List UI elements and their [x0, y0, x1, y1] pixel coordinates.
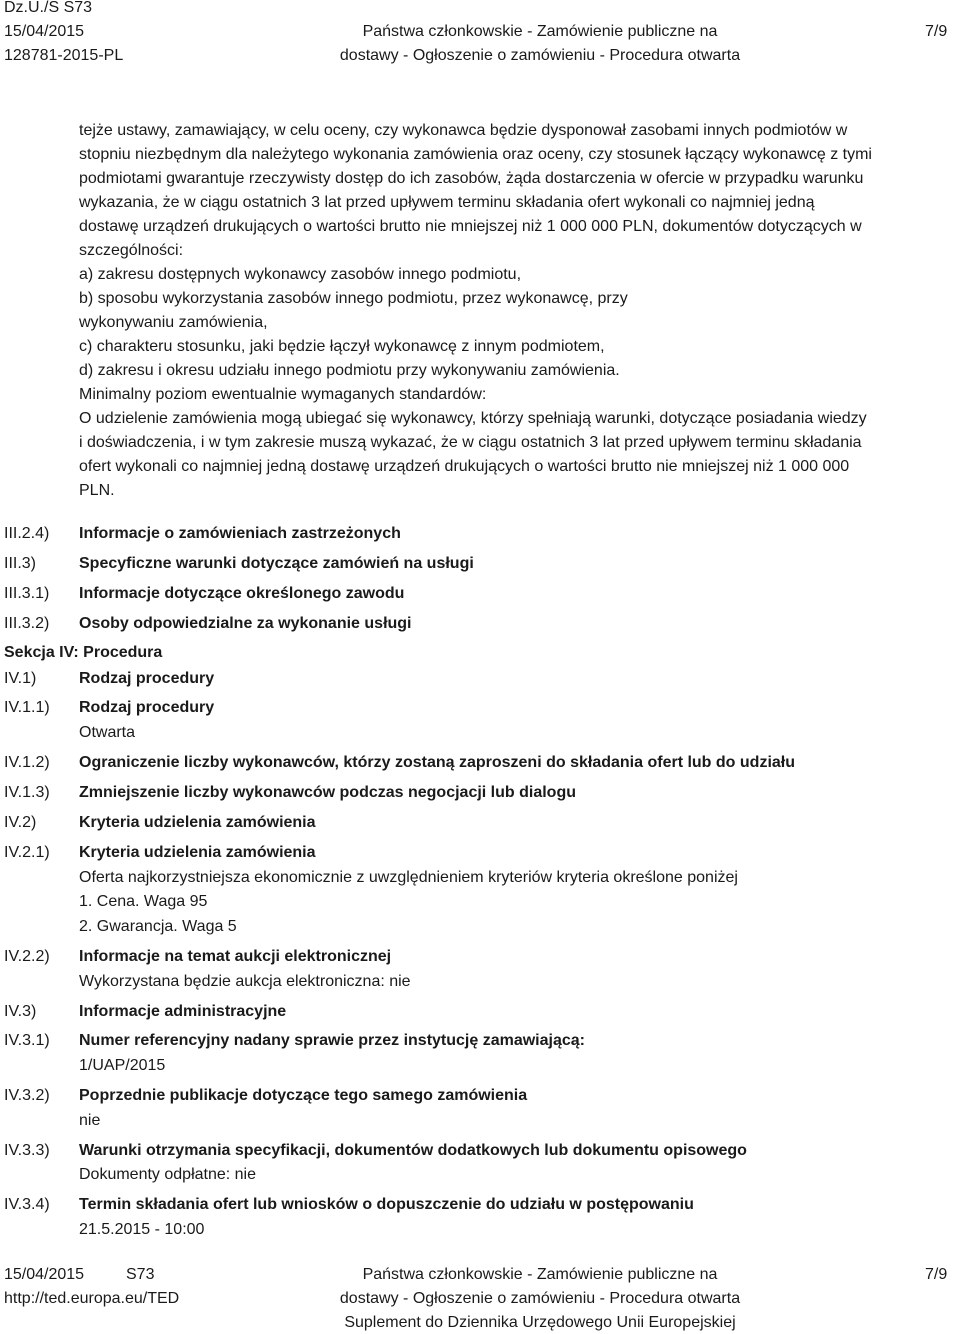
section-title: Informacje administracyjne [79, 1003, 287, 1020]
section-value: nie [79, 1112, 101, 1129]
footer-page-number: 7/9 [925, 1266, 948, 1283]
footer-date: 15/04/2015 [4, 1266, 85, 1283]
section-title: Rodzaj procedury [79, 670, 215, 687]
footer-title-line1: Państwa członkowskie - Zamówienie publiczne na [362, 1266, 718, 1283]
section-title: Rodzaj procedury [79, 699, 215, 716]
header-title-line2: dostawy - Ogłoszenie o zamówieniu - Procedura otwarta [339, 47, 741, 64]
section-number: IV.2.2) [4, 948, 50, 965]
body-line: tejże ustawy, zamawiający, w celu oceny, czy wykonawca będzie dysponował zasobami innych podmiotów w [79, 122, 848, 139]
header-page-number: 7/9 [925, 23, 948, 40]
section-title: Termin składania ofert lub wniosków o dopuszczenie do udziału w postępowaniu [79, 1196, 694, 1213]
section-number: IV.2.1) [4, 844, 50, 861]
section-title: Zmniejszenie liczby wykonawców podczas negocjacji lub dialogu [79, 784, 576, 801]
body-line: ofert wykonali co najmniej jedną dostawę urządzeń drukujących o wartości brutto nie mniejszej niż 1 000 000 [79, 458, 850, 475]
body-line: a) zakresu dostępnych wykonawcy zasobów innego podmiotu, [79, 266, 522, 283]
section-title: Informacje o zamówieniach zastrzeżonych [79, 525, 401, 542]
body-line: i doświadczenia, i w tym zakresie muszą wykazać, że w ciągu ostatnich 3 lat przed upływem terminu składania [79, 434, 862, 451]
section-title: Kryteria udzielenia zamówienia [79, 844, 316, 861]
section-number: IV.2) [4, 814, 37, 831]
section-number: IV.3) [4, 1003, 37, 1020]
section-title: Osoby odpowiedzialne za wykonanie usługi [79, 615, 412, 632]
section-number: IV.1) [4, 670, 37, 687]
section-number: IV.1.2) [4, 754, 50, 771]
section-title: Kryteria udzielenia zamówienia [79, 814, 316, 831]
footer-series: S73 [126, 1266, 155, 1283]
section-value: Wykorzystana będzie aukcja elektroniczna: nie [79, 973, 411, 990]
section-title: Poprzednie publikacje dotyczące tego samego zamówienia [79, 1087, 528, 1104]
section-value: 21.5.2015 - 10:00 [79, 1221, 205, 1238]
body-line: PLN. [79, 482, 115, 499]
body-line: wykonywaniu zamówienia, [79, 314, 268, 331]
section-value: 1. Cena. Waga 95 [79, 893, 208, 910]
section-number: III.3) [4, 555, 37, 572]
document-id: 128781-2015-PL [4, 47, 124, 64]
section-number: IV.1.3) [4, 784, 50, 801]
body-line: wykazania, że w ciągu ostatnich 3 lat przed upływem terminu składania ofert wykonali co najmniej jedną [79, 194, 815, 211]
section-value: Dokumenty odpłatne: nie [79, 1166, 256, 1183]
section-number: IV.3.4) [4, 1196, 50, 1213]
body-line: O udzielenie zamówienia mogą ubiegać się wykonawcy, którzy spełniają warunki, dotyczące posiadania wiedzy [79, 410, 867, 427]
footer-title-line3: Suplement do Dziennika Urzędowego Unii Europejskiej [344, 1314, 736, 1331]
body-line: szczególności: [79, 242, 184, 259]
section-number: III.3.1) [4, 585, 50, 602]
section-number: III.2.4) [4, 525, 50, 542]
section-title: Informacje na temat aukcji elektronicznej [79, 948, 392, 965]
section-number: IV.3.1) [4, 1032, 50, 1049]
section-number: IV.1.1) [4, 699, 50, 716]
header-title-line1: Państwa członkowskie - Zamówienie publiczne na [362, 23, 718, 40]
footer-title-line2: dostawy - Ogłoszenie o zamówieniu - Procedura otwarta [339, 1290, 741, 1307]
section-number: IV.3.2) [4, 1087, 50, 1104]
section-title: Informacje dotyczące określonego zawodu [79, 585, 405, 602]
body-line: dostawę urządzeń drukujących o wartości brutto nie mniejszej niż 1 000 000 PLN, dokumentów dotyczących w [79, 218, 862, 235]
header-date: 15/04/2015 [4, 23, 85, 40]
body-line: d) zakresu i okresu udziału innego podmiotu przy wykonywaniu zamówienia. [79, 362, 620, 379]
body-line: podmiotami gwarantuje rzeczywisty dostęp do ich zasobów, żąda dostarczenia w ofercie w przypadku warunku [79, 170, 864, 187]
section-title: Specyficzne warunki dotyczące zamówień na usługi [79, 555, 474, 572]
section-title: Warunki otrzymania specyfikacji, dokumentów dodatkowych lub dokumentu opisowego [79, 1142, 747, 1159]
section-value: Oferta najkorzystniejsza ekonomicznie z uwzględnieniem kryteriów kryteria określone poniżej [79, 869, 738, 886]
section-number: IV.3.3) [4, 1142, 50, 1159]
body-line: stopniu niezbędnym dla należytego wykonania zamówienia oraz oceny, czy stosunek łączący wykonawcę z tymi [79, 146, 872, 163]
continued-body-text [79, 119, 951, 503]
section-iv-heading: Sekcja IV: Procedura [4, 644, 163, 661]
body-line: c) charakteru stosunku, jaki będzie łączył wykonawcę z innym podmiotem, [79, 338, 605, 355]
section-title: Ograniczenie liczby wykonawców, którzy zostaną zaproszeni do składania ofert lub do udziału [79, 754, 795, 771]
section-value: 1/UAP/2015 [79, 1057, 166, 1074]
section-title: Numer referencyjny nadany sprawie przez instytucję zamawiającą: [79, 1032, 585, 1049]
journal-ref: Dz.U./S S73 [4, 0, 93, 16]
section-value: 2. Gwarancja. Waga 5 [79, 918, 237, 935]
section-value: Otwarta [79, 724, 136, 741]
body-line: Minimalny poziom ewentualnie wymaganych standardów: [79, 386, 487, 403]
section-number: III.3.2) [4, 615, 50, 632]
body-line: b) sposobu wykorzystania zasobów innego podmiotu, przez wykonawcę, przy [79, 290, 628, 307]
footer-url-link[interactable]: http://ted.europa.eu/TED [4, 1290, 180, 1307]
